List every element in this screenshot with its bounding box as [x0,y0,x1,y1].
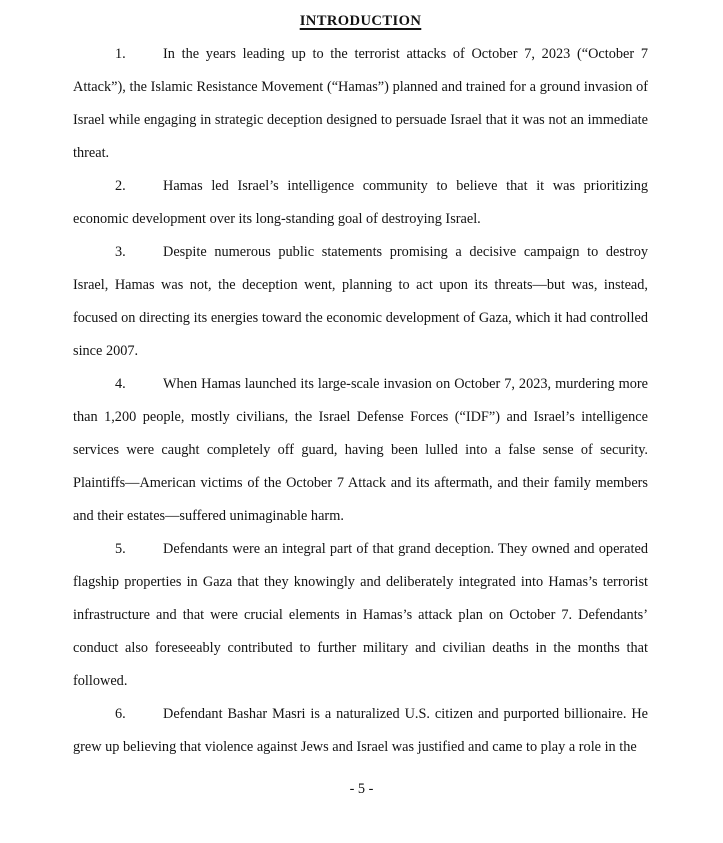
paragraph [73,170,648,236]
paragraph-text: When Hamas launched its large-scale invasion on October 7, 2023, murdering more than 1,200 people, mostly civilians, the Israel Defense Forces (“IDF”) and Israel’s intelligence services were caught completely off guard, having been lulled into a false sense of security. Plaintiffs—American victims of the October 7 Attack and its aftermath, and their family members and their estates—suffered unimaginable harm. [73,376,648,524]
paragraph-number: 4. [115,376,126,392]
paragraph [73,236,648,368]
paragraph-text: In the years leading up to the terrorist attacks of October 7, 2023 (“October 7 Attack”), the Islamic Resistance Movement (“Hamas”) planned and trained for a ground invasion of Israel while engaging in strategic deception designed to persuade Israel that it was not an immediate threat. [73,46,648,161]
paragraph-text: Despite numerous public statements promising a decisive campaign to destroy Israel, Hamas was not, the deception went, planning to act upon its threats—but was, instead, focused on directing its energies toward the economic development of Gaza, which it had controlled since 2007. [73,244,648,359]
paragraph-text: Hamas led Israel’s intelligence community to believe that it was prioritizing economic development over its long-standing goal of destroying Israel. [73,178,648,227]
paragraph-number: 2. [115,178,126,194]
paragraph-number: 1. [115,46,126,62]
paragraph-text: Defendants were an integral part of that grand deception. They owned and operated flagship properties in Gaza that they knowingly and deliberately integrated into Hamas’s terrorist infrastructure and that were crucial elements in Hamas’s attack plan on October 7. Defendants’ conduct also foreseeably contributed to further military and civilian deaths in the months that followed. [73,541,648,689]
paragraph [73,38,648,170]
paragraph-number: 6. [115,706,126,722]
paragraph-number: 3. [115,244,126,260]
paragraph-text: Defendant Bashar Masri is a naturalized U.S. citizen and purported billionaire. He grew up believing that violence against Jews and Israel was justified and came to play a role in the [73,706,648,755]
section-heading: INTRODUCTION [299,13,422,29]
paragraph-number: 5. [115,541,126,557]
paragraph [73,698,648,764]
paragraph [73,533,648,698]
paragraph [73,368,648,533]
page-number: - 5 - [349,781,374,797]
